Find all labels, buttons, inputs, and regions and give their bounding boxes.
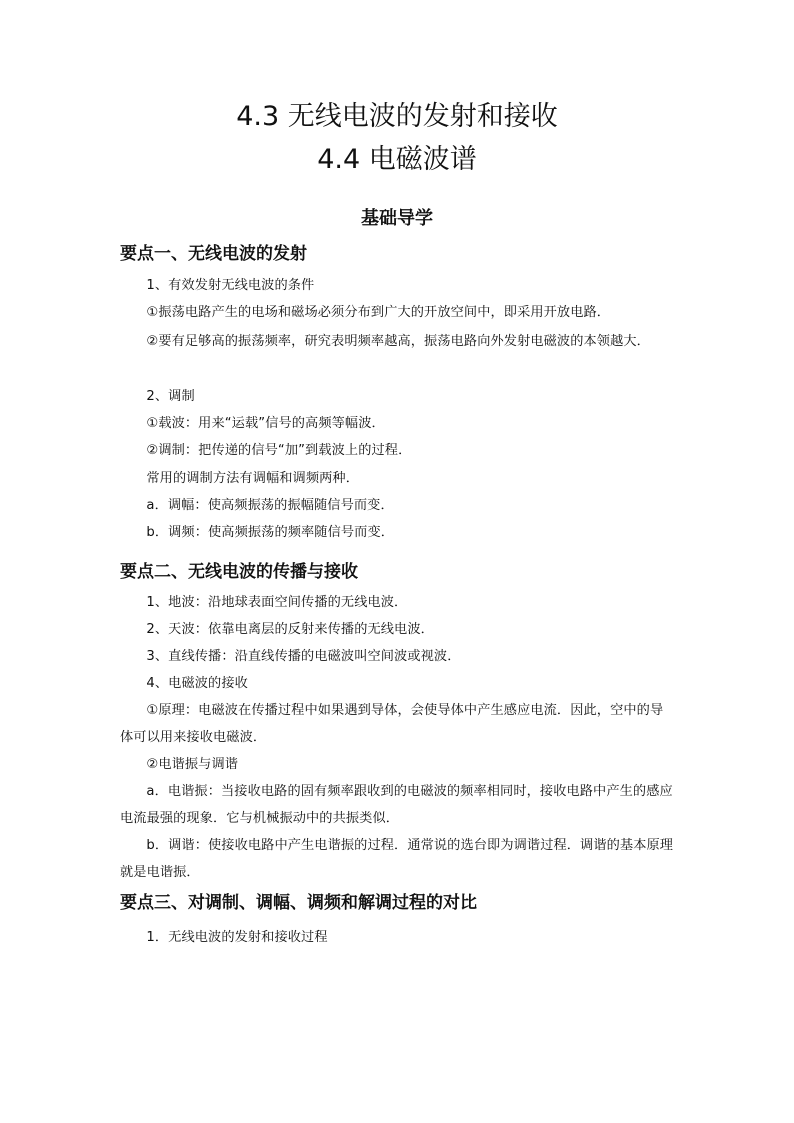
section-subtitle: 基础导学	[361, 208, 433, 229]
paragraph: ①振荡电路产生的电场和磁场必须分布到广大的开放空间中，即采用开放电路．	[146, 305, 611, 320]
paragraph: 1、有效发射无线电波的条件	[146, 278, 315, 293]
paragraph: 2、天波：依靠电离层的反射来传播的无线电波．	[146, 622, 434, 637]
paragraph: 1、地波：沿地球表面空间传播的无线电波．	[146, 595, 408, 610]
section-heading-3: 要点三、对调制、调幅、调频和解调过程的对比	[120, 893, 477, 913]
paragraph: ②调制：把传递的信号“加”到载波上的过程．	[146, 443, 412, 458]
paragraph: ②要有足够高的振荡频率，研究表明频率越高，振荡电路向外发射电磁波的本领越大．	[146, 334, 650, 349]
paragraph: a．电谐振：当接收电路的固有频率跟收到的电磁波的频率相同时，接收电路中产生的感应电流最强的现象．它与机械振动中的共振类似．	[120, 784, 673, 826]
page-title-line2: 4.4 电磁波谱	[317, 144, 477, 175]
paragraph: ①载波：用来“运载”信号的高频等幅波．	[146, 416, 385, 431]
page-title-line1: 4.3 无线电波的发射和接收	[236, 101, 558, 132]
paragraph: b．调谐：使接收电路中产生电谐振的过程．通常说的选台即为调谐过程．调谐的基本原理就是电谐振．	[120, 838, 674, 880]
paragraph: ②电谐振与调谐	[146, 757, 239, 772]
section-heading-1: 要点一、无线电波的发射	[120, 244, 307, 264]
paragraph: ①原理：电磁波在传播过程中如果遇到导体，会使导体中产生感应电流．因此，空中的导体可以用来接收电磁波．	[120, 703, 664, 745]
paragraph: 3、直线传播：沿直线传播的电磁波叫空间波或视波．	[146, 649, 461, 664]
paragraph: a．调幅：使高频振荡的振幅随信号而变．	[146, 498, 394, 513]
paragraph: b．调频：使高频振荡的频率随信号而变．	[146, 525, 395, 540]
paragraph: 2、调制	[146, 389, 195, 404]
paragraph: 常用的调制方法有调幅和调频两种．	[146, 471, 359, 486]
paragraph: 1．无线电波的发射和接收过程	[146, 930, 328, 945]
section-heading-2: 要点二、无线电波的传播与接收	[120, 562, 358, 582]
paragraph: 4、电磁波的接收	[146, 676, 248, 691]
